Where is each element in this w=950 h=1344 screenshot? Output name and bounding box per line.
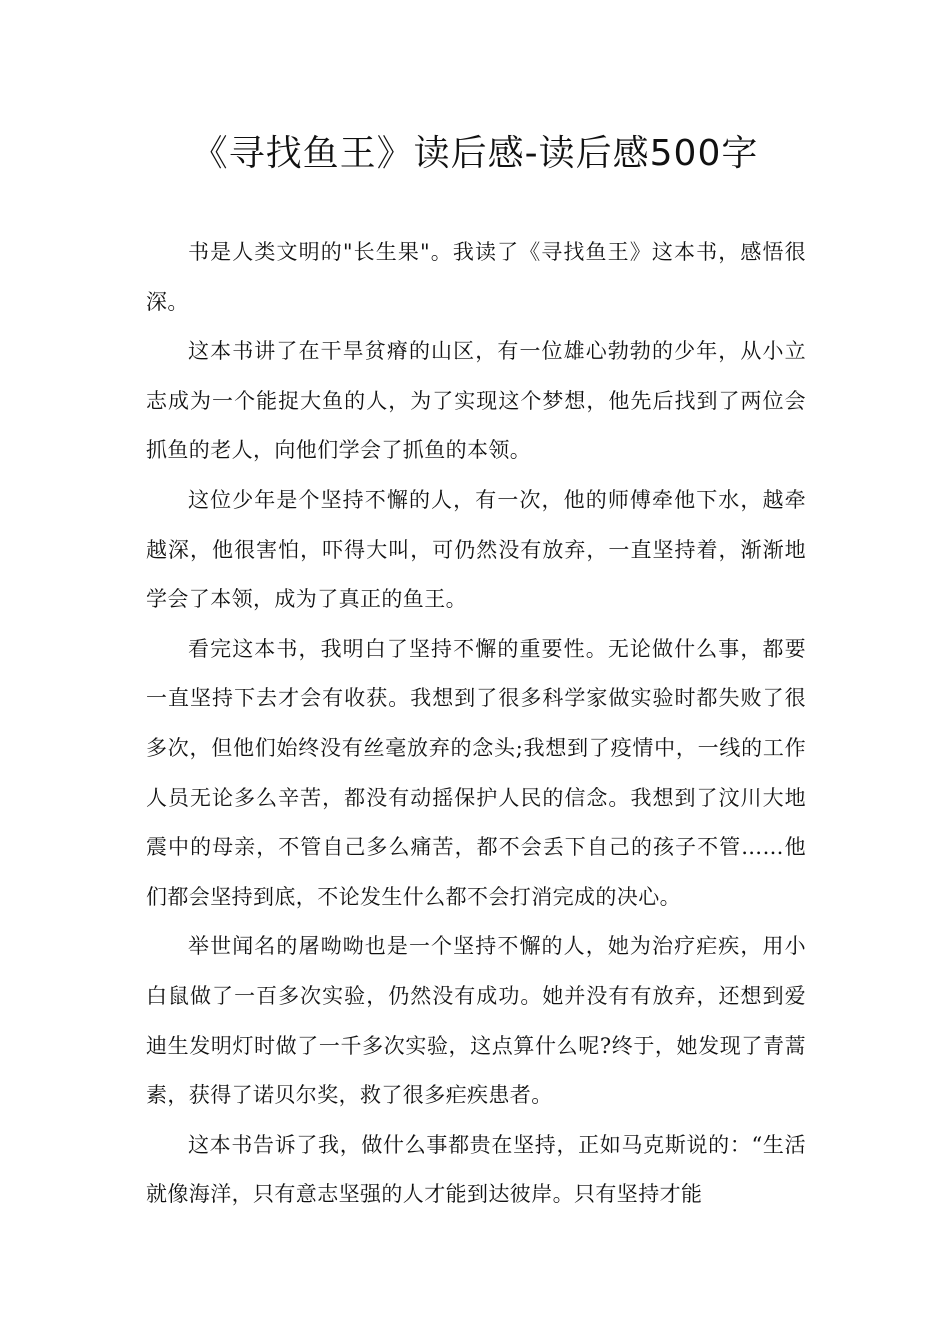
- document-body: [146, 228, 806, 1220]
- paragraph-reflection: 看完这本书，我明白了坚持不懈的重要性。无论做什么事，都要一直坚持下去才会有收获。我想到了很多科学家做实验时都失败了很多次，但他们始终没有丝毫放弃的念头;我想到了疫情中，一线的工作人员无论多么辛苦，都没有动摇保护人民的信念。我想到了汶川大地震中的母亲，不管自己多么痛苦，都不会丢下自己的孩子不管……他们都会坚持到底，不论发生什么都不会打消完成的决心。: [146, 636, 806, 909]
- paragraph-intro: 书是人类文明的"长生果"。我读了《寻找鱼王》这本书，感悟很深。: [146, 240, 806, 314]
- paragraph-summary: 这本书讲了在干旱贫瘠的山区，有一位雄心勃勃的少年，从小立志成为一个能捉大鱼的人，为了实现这个梦想，他先后找到了两位会抓鱼的老人，向他们学会了抓鱼的本领。: [146, 339, 806, 463]
- paragraph-tu-youyou: 举世闻名的屠呦呦也是一个坚持不懈的人，她为治疗疟疾，用小白鼠做了一百多次实验，仍然没有成功。她并没有有放弃，还想到爱迪生发明灯时做了一千多次实验，这点算什么呢?终于，她发现了青蒿素，获得了诺贝尔奖，救了很多疟疾患者。: [146, 934, 806, 1108]
- paragraph-conclusion: 这本书告诉了我，做什么事都贵在坚持，正如马克斯说的：“生活就像海洋，只有意志坚强的人才能到达彼岸。只有坚持才能: [146, 1132, 806, 1207]
- paragraph-perseverance: 这位少年是个坚持不懈的人，有一次，他的师傅牵他下水，越牵越深，他很害怕，吓得大叫，可仍然没有放弃，一直坚持着，渐渐地学会了本领，成为了真正的鱼王。: [146, 487, 806, 612]
- document-title: 《寻找鱼王》读后感-读后感500字: [191, 133, 759, 174]
